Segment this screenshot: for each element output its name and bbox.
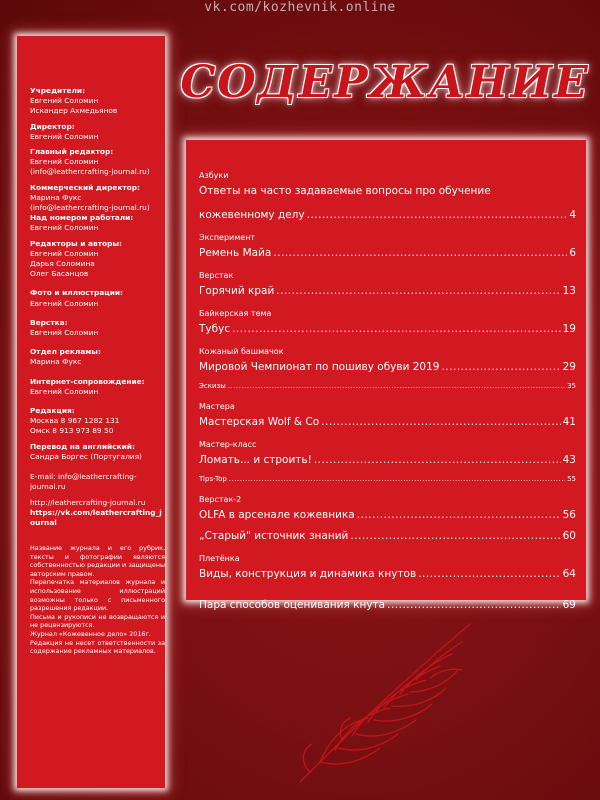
legal-paragraph: Перепечатка материалов журнала и использование иллюстраций возможны только с письменного разрешения редакции. — [30, 578, 165, 613]
legal-notice — [30, 544, 165, 656]
internet-name: Евгений Соломин — [30, 386, 99, 396]
legal-paragraph: Журнал «Кожевенное дело» 2016г. — [30, 630, 151, 639]
toc-entry[interactable] — [199, 474, 576, 484]
toc-leader-dots — [273, 246, 567, 260]
toc-entry-title: Ремень Майа — [199, 247, 272, 259]
commercial-director-label: Коммерческий директор: — [30, 182, 140, 192]
toc-leader-dots — [418, 567, 560, 581]
toc-entry-page: 13 — [562, 285, 576, 297]
toc-entry[interactable] — [199, 415, 576, 429]
watermark: vk.com/kozhevnik.online — [204, 0, 396, 15]
founders-label: Учредители: — [30, 86, 86, 95]
chief-editor-label: Главный редактор: — [30, 147, 114, 157]
legal-paragraph: Редакция не несет ответственности за содержание рекламных материалов. — [30, 638, 165, 656]
translation-label: Перевод на английский: — [30, 441, 135, 451]
toc-entry-title: OLFA в арсенале кожевника — [199, 509, 355, 521]
editorial-phone: Москва 8 967 1282 131 — [30, 416, 120, 426]
chief-editor-email: (info@leathercrafting-journal.ru) — [30, 167, 150, 177]
toc-list — [199, 170, 576, 612]
toc-entry-page: 35 — [567, 382, 576, 390]
toc-entry-page: 41 — [562, 416, 576, 428]
toc-entry-title: „Старый" источник знаний — [199, 530, 349, 542]
email-label: E-mail: — [30, 472, 56, 482]
toc-entry-page: 6 — [569, 247, 576, 259]
imprint-content — [30, 86, 165, 656]
toc-entry-title: Ломать... и строить! — [199, 454, 312, 466]
toc-entry-page: 56 — [562, 509, 576, 521]
founder-name: Евгений Соломин — [30, 96, 99, 106]
email-link[interactable]: info@leathercrafting-journal.ru — [30, 472, 137, 492]
toc-entry-page: 43 — [562, 454, 576, 466]
legal-paragraph: Название журнала и его рубрик, тексты и фотографии являются собственностью редакции и защищены авторским правом. — [30, 544, 165, 578]
chief-editor-name: Евгений Соломин — [30, 157, 99, 167]
ads-name: Марина Фукс — [30, 357, 82, 367]
internet-label: Интернет-сопровождение: — [30, 376, 145, 386]
toc-entry-title: Эскизы — [199, 382, 226, 390]
toc-spacer — [199, 581, 576, 591]
toc-section-label: Байкерская тема — [199, 309, 272, 318]
toc-entry[interactable] — [199, 184, 576, 198]
toc-leader-dots — [276, 284, 560, 298]
toc-entry[interactable] — [199, 360, 576, 374]
toc-leader-dots — [387, 598, 561, 612]
editor-name: Олег Басанцов — [30, 269, 89, 279]
toc-entry-title: кожевенному делу — [199, 209, 305, 221]
toc-section-label: Мастера — [199, 402, 235, 411]
layout-label: Верстка: — [30, 317, 68, 327]
toc-entry[interactable] — [199, 246, 576, 260]
toc-section-label: Кожаный башмачок — [199, 347, 284, 356]
toc-entry[interactable] — [199, 529, 576, 543]
toc-entry[interactable] — [199, 322, 576, 336]
toc-entry[interactable] — [199, 453, 576, 467]
toc-leader-dots — [321, 415, 560, 429]
toc-entry-page: 55 — [567, 475, 576, 483]
vk-link[interactable]: https://vk.com/leathercrafting_journal — [30, 507, 162, 527]
toc-leader-dots — [350, 529, 560, 543]
page-title — [180, 48, 590, 118]
toc-leader-dots — [307, 208, 568, 222]
editor-name: Евгений Соломин — [30, 248, 99, 258]
feather-ornament-icon — [280, 612, 480, 792]
toc-entry-page: 29 — [562, 361, 576, 373]
toc-entry-title: Мастерская Wolf & Co — [199, 416, 320, 428]
toc-entry[interactable] — [199, 567, 576, 581]
director-name: Евгений Соломин — [30, 131, 99, 141]
photo-name: Евгений Соломин — [30, 298, 99, 308]
toc-entry-title: Виды, конструкция и динамика кнутов — [199, 568, 417, 580]
commercial-director-name: Марина Фукс — [30, 192, 82, 202]
issue-team-name: Евгений Соломин — [30, 223, 99, 233]
toc-entry-title: Горячий край — [199, 285, 275, 297]
toc-leader-dots — [228, 381, 565, 391]
editorial-label: Редакция: — [30, 406, 75, 416]
table-of-contents — [186, 140, 586, 611]
founder-name: Искандер Ахмедьянов — [30, 106, 118, 116]
site-link[interactable]: http://leathercrafting-journal.ru — [30, 497, 146, 507]
toc-section-label: Верстак-2 — [199, 495, 242, 504]
photo-label: Фото и иллюстрации: — [30, 288, 124, 298]
toc-entry[interactable] — [199, 598, 576, 612]
toc-entry-title: Тубус — [199, 323, 231, 335]
contacts — [30, 472, 165, 528]
toc-entry-title: Мировой Чемпионат по пошиву обуви 2019 — [199, 361, 440, 373]
toc-leader-dots — [314, 453, 561, 467]
toc-leader-dots — [232, 322, 561, 336]
editor-name: Дарья Соломина — [30, 259, 95, 269]
toc-entry-title: Ответы на часто задаваемые вопросы про обучение — [199, 185, 491, 197]
toc-leader-dots — [357, 508, 561, 522]
imprint-sidebar — [17, 36, 165, 788]
toc-leader-dots — [229, 474, 565, 484]
toc-entry-title: Пара способов оценивания кнута — [199, 599, 386, 611]
toc-entry[interactable] — [199, 284, 576, 298]
toc-entry-page: 64 — [562, 568, 576, 580]
translation-name: Сандра Боргес (Португалия) — [30, 451, 142, 461]
toc-section-label: Азбуки — [199, 171, 229, 180]
director-label: Директор: — [30, 121, 75, 131]
toc-entry-page: 69 — [562, 599, 576, 611]
toc-section-label: Мастер-класс — [199, 440, 257, 449]
editorial-phone: Омск 8 913 973 89 50 — [30, 426, 114, 436]
toc-entry-page: 4 — [569, 209, 576, 221]
issue-team-label: Над номером работали: — [30, 213, 134, 223]
toc-entry-page: 19 — [562, 323, 576, 335]
toc-entry[interactable] — [199, 208, 576, 222]
editors-label: Редакторы и авторы: — [30, 238, 123, 248]
commercial-director-email: (info@leathercrafting-journal.ru) — [30, 203, 150, 213]
layout-name: Евгений Соломин — [30, 328, 99, 338]
toc-entry[interactable] — [199, 381, 576, 391]
toc-leader-dots — [441, 360, 560, 374]
ads-label: Отдел рекламы: — [30, 347, 101, 357]
toc-section-label: Верстак — [199, 271, 234, 280]
toc-entry-title: Tips-Top — [199, 475, 227, 483]
toc-entry[interactable] — [199, 508, 576, 522]
legal-paragraph: Письма и рукописи не возвращаются и не рецензируются. — [30, 612, 165, 630]
toc-section-label: Эксперимент — [199, 233, 256, 242]
toc-section-label: Плетёнка — [199, 554, 240, 563]
toc-entry-page: 60 — [562, 530, 576, 542]
page-title-text: СОДЕРЖАНИЕ — [180, 57, 590, 108]
